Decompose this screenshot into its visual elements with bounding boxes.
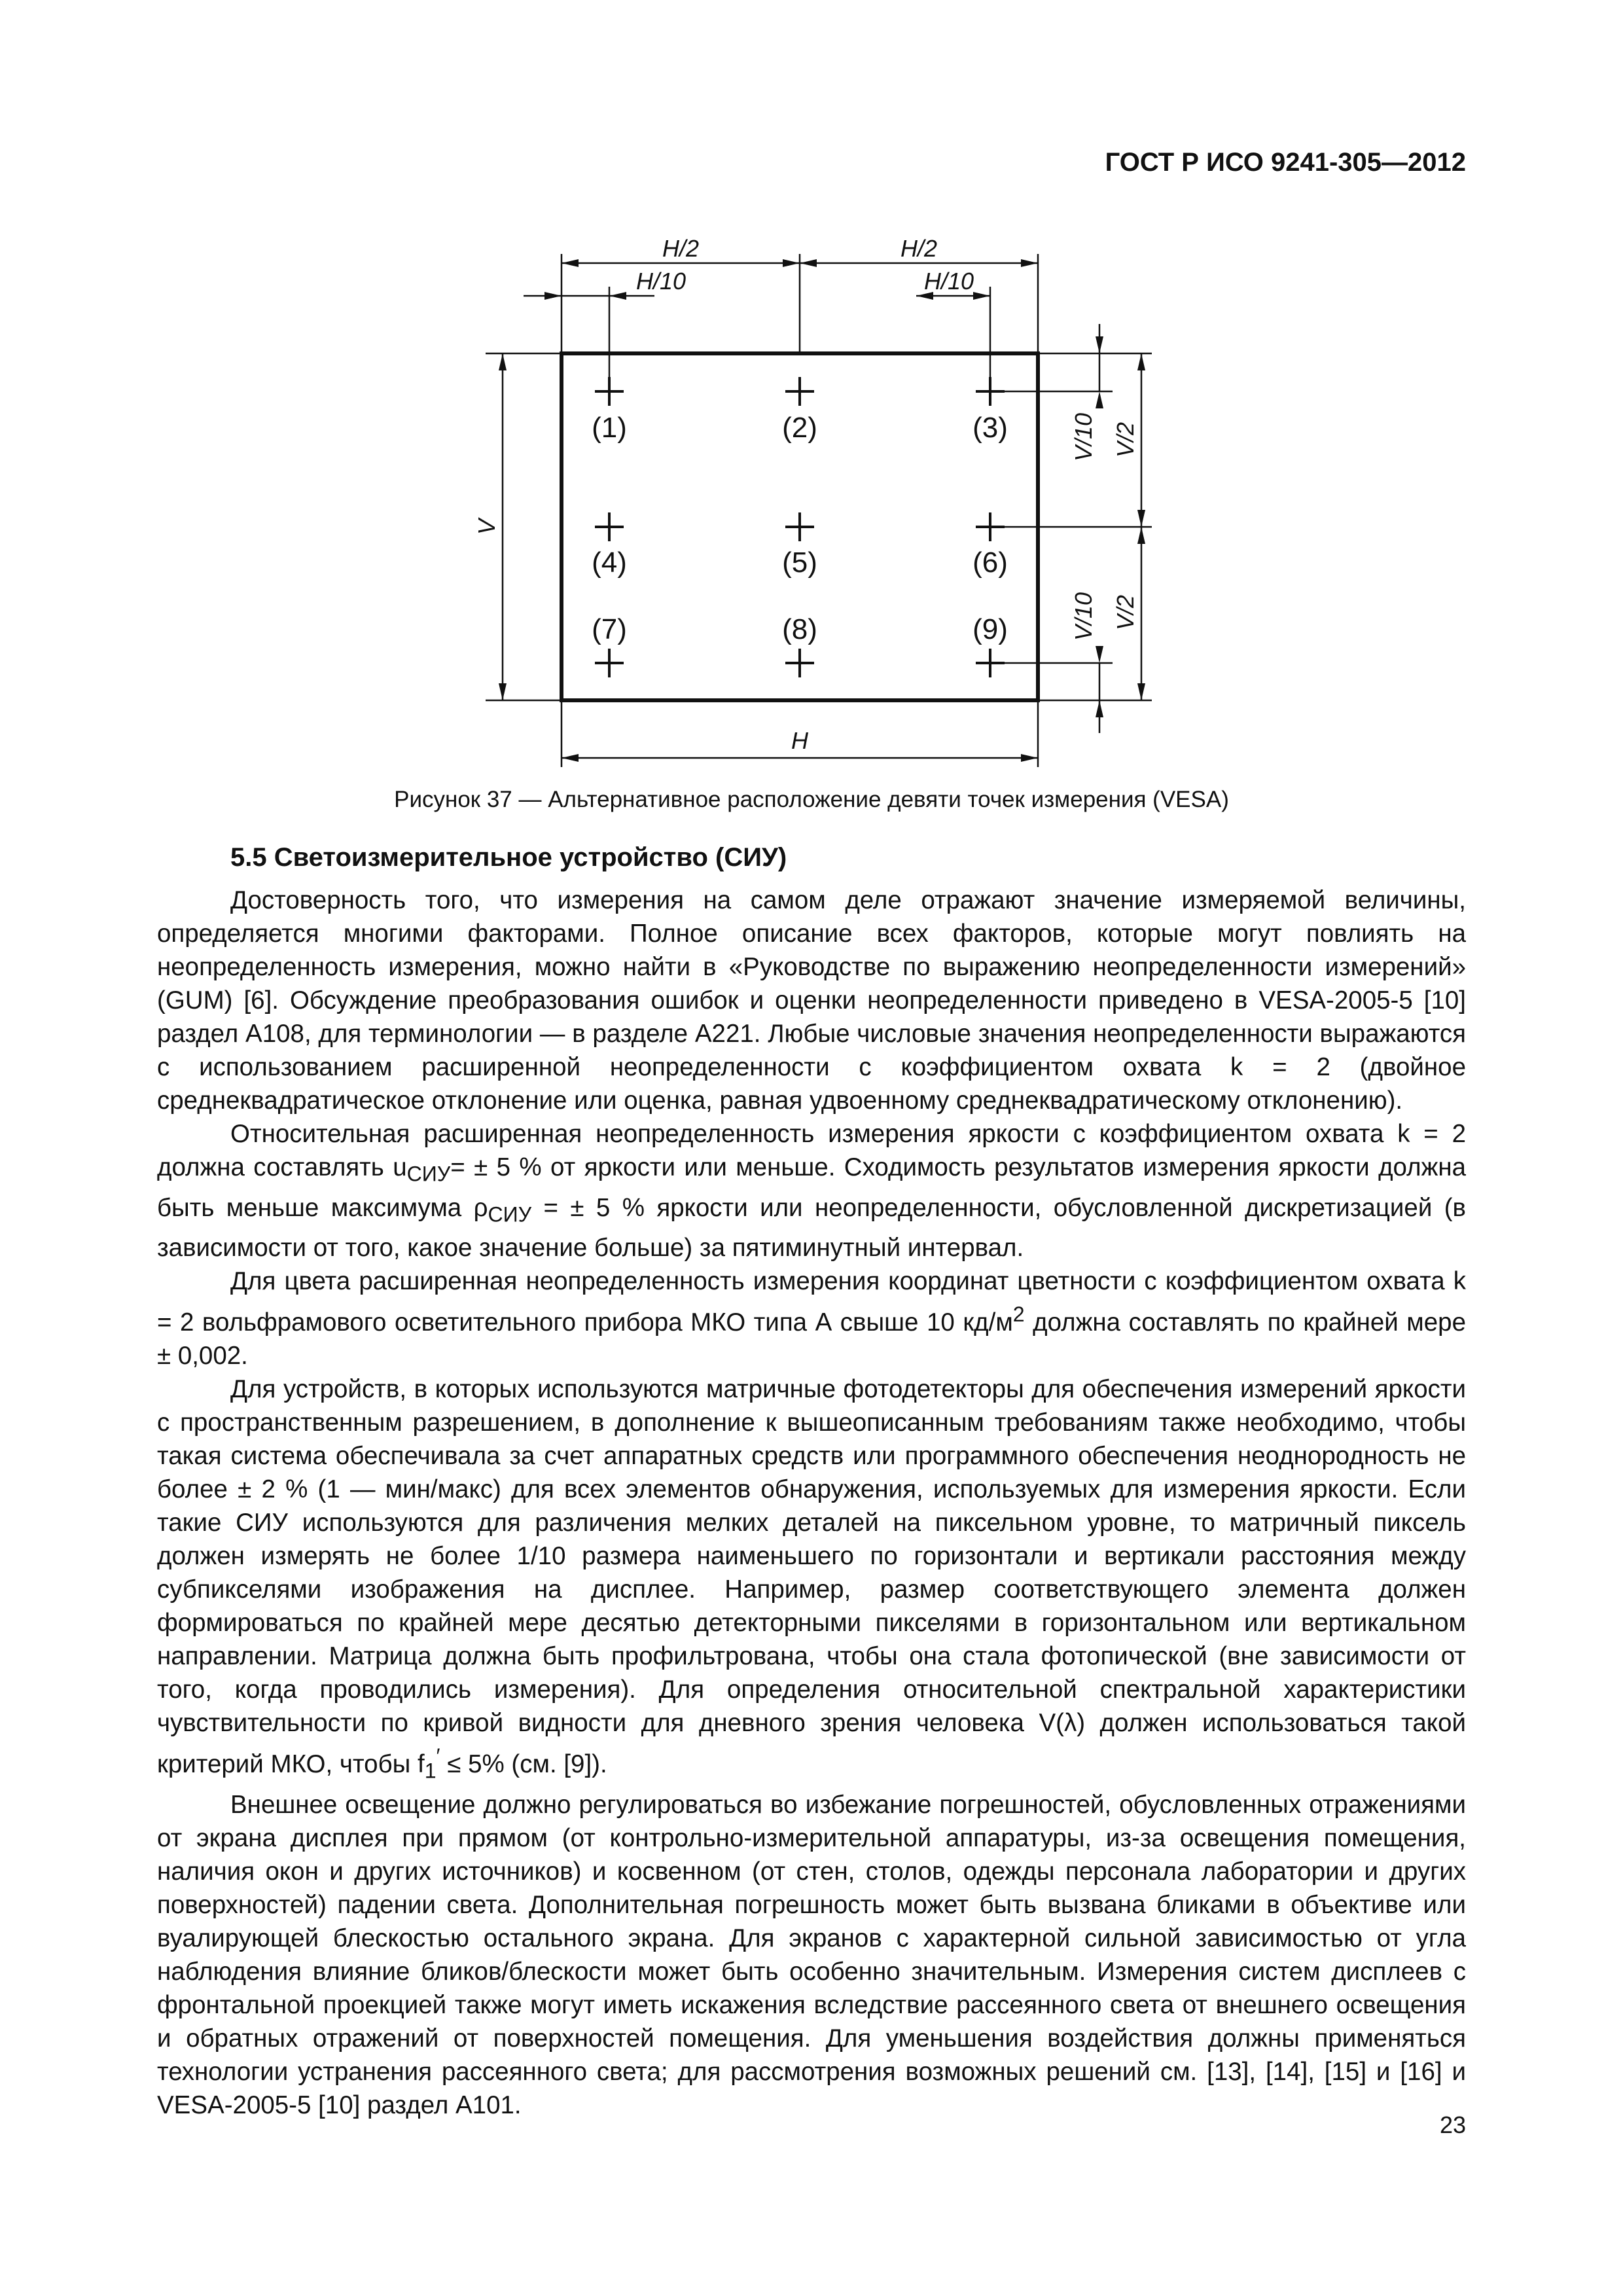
document-header: ГОСТ Р ИСО 9241-305—2012: [1105, 148, 1466, 177]
dim-h-tenth-left: H/10: [635, 268, 687, 295]
dim-h-half-left: H/2: [662, 235, 700, 262]
point-label-5: (5): [782, 547, 817, 579]
paragraph-1: Достоверность того, что измерения на самом деле отражают значение измеряемой величины, определяется многими факторами. Полное описание всех факторов, которые могут повлиять на неопределенность измерения, можно найти в «Руководстве по выражению неопределенности измерений» (GUM) [6]. Обсуждение преобразования ошибок и оценки неопределенности приведено в VESA-2005-5 [10] раздел A108, для терминологии — в разделе A221. Любые числовые значения неопределенности выражаются с использованием расширенной неопределенности с коэффициентом охвата k = 2 (двойное среднеквадратическое отклонение или оценка, равная удвоенному среднеквадратическому отклонению).: [157, 886, 1466, 1115]
dim-v-half-top: V/2: [1112, 422, 1139, 458]
point-label-8: (8): [782, 613, 817, 645]
point-label-1: (1): [592, 412, 627, 444]
dim-h-half-right: H/2: [900, 235, 938, 262]
point-marker-9: [976, 649, 1005, 677]
point-label-9: (9): [972, 613, 1008, 645]
point-marker-6: [976, 512, 1005, 541]
section-title: 5.5 Светоизмерительное устройство (СИУ): [230, 843, 787, 872]
point-label-7: (7): [592, 613, 627, 645]
page-number: 23: [1439, 2111, 1466, 2138]
point-label-4: (4): [592, 547, 627, 579]
dim-v-tenth-bottom: V/10: [1070, 592, 1097, 641]
point-marker-8: [785, 649, 814, 677]
dim-v-half-bottom: V/2: [1112, 594, 1139, 631]
dim-h-tenth-right: H/10: [923, 268, 974, 295]
body-text: [157, 884, 1466, 2122]
paragraph-4: Для устройств, в которых используются матричные фотодетекторы для обеспечения измерений яркости с пространственным разрешением, в дополнение к вышеописанным требованиям также необходимо, чтобы такая система обеспечивала за счет аппаратных средств или программного обеспечения неоднородность не более ± 2 % (1 — мин/макс) для всех элементов обнаружения, используемых для измерения яркости. Если такие СИУ используются для различения мелких деталей на пиксельном уровне, то матричный пиксель должен измерять не более 1/10 размера наименьшего по горизонтали и вертикали расстояния между субпикселями изображения на дисплее. Например, размер соответствующего элемента должен формироваться по крайней мере десятью детекторными пикселями в горизонтальном или вертикальном направлении. Матрица должна быть профильтрована, чтобы она стала фотопической (вне зависимости от того, когда проводились измерения). Для определения относительной спектральной характеристики чувствительности по кривой видности для дневного зрения человека V(λ) должен использоваться такой критерий МКО, чтобы $f_1' \le 5\%$ (см. [9]).: [157, 1375, 1466, 1783]
paragraph-5: Внешнее освещение должно регулироваться во избежание погрешностей, обусловленных отражениями от экрана дисплея при прямом (от контрольно-измерительной аппаратуры, из-за освещения помещения, наличия окон и других источников) и косвенном (от стен, столов, одежды персонала лаборатории и других поверхностей) падении света. Дополнительная погрешность может быть вызвана бликами в объективе или вуалирующей блескостью остального экрана. Для экранов с характерной сильной зависимостью от угла наблюдения влияние бликов/блескости может быть особенно значительным. Измерения систем дисплеев с фронтальной проекцией также могут иметь искажения вследствие рассеянного света от внешнего освещения и обратных отражений от поверхностей помещения. Для уменьшения воздействия должны применяться технологии устранения рассеянного света; для рассмотрения возможных решений см. [13], [14], [15] и [16] и VESA-2005-5 [10] раздел A101.: [157, 1790, 1466, 2119]
point-marker-4: [595, 512, 624, 541]
figure-caption: Рисунок 37 — Альтернативное расположение девяти точек измерения (VESA): [394, 787, 1229, 812]
point-label-3: (3): [972, 412, 1008, 444]
paragraph-2: Относительная расширенная неопределенность измерения яркости с коэффициентом охвата k = 2 должна составлять $u_{СИУ}= \pm 5$ % от яркости или меньше. Сходимость результатов измерения яркости должна быть меньше максимума $\rho_{СИУ}$ = ± 5 % яркости или неопределенности, обусловленной дискретизацией (в зависимости от того, какое значение больше) за пятиминутный интервал.: [157, 1120, 1466, 1263]
dim-h-total: H: [791, 727, 808, 754]
point-marker-7: [595, 649, 624, 677]
dim-v-tenth-top: V/10: [1070, 412, 1097, 462]
point-marker-1: [595, 377, 624, 406]
dim-v-total: V: [473, 518, 500, 535]
paragraph-3: Для цвета расширенная неопределенность измерения координат цветности с коэффициентом охвата k = 2 вольфрамового осветительного прибора МКО типа А свыше 10 $кд/м^2$ должна составлять по крайней мере ± 0,002.: [157, 1267, 1466, 1371]
point-label-2: (2): [782, 412, 817, 444]
point-marker-5: [785, 512, 814, 541]
point-label-6: (6): [972, 547, 1008, 579]
point-marker-2: [785, 377, 814, 406]
measurement-points-diagram: [0, 0, 1623, 785]
point-marker-3: [976, 377, 1005, 406]
